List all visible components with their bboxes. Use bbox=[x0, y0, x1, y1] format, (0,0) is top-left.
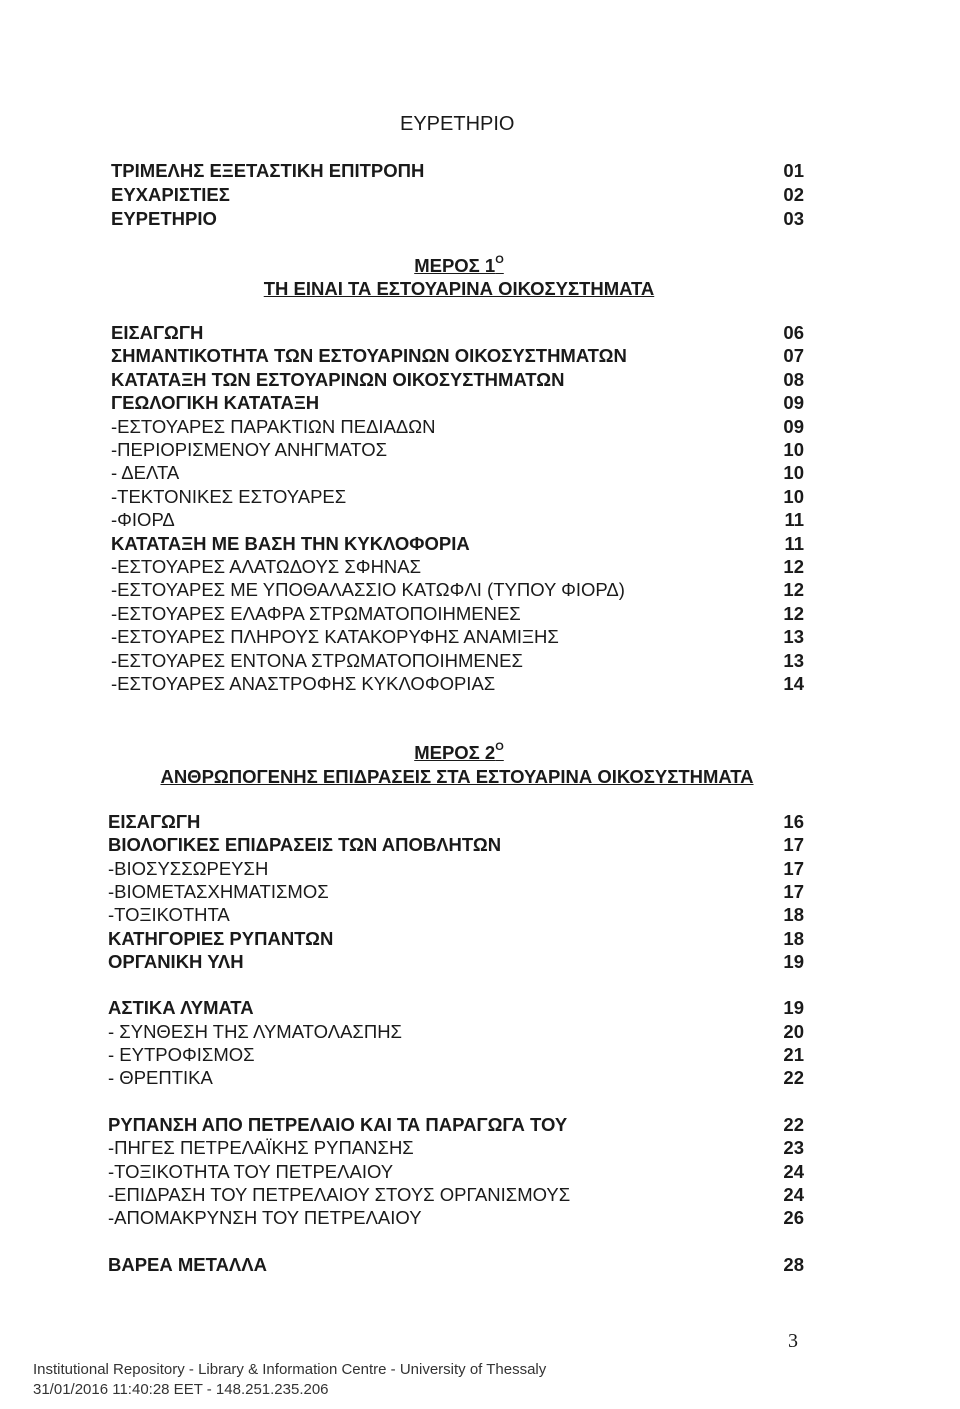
page-number: 3 bbox=[788, 1330, 798, 1352]
toc-entry-label: ΡΥΠΑΝΣΗ ΑΠΟ ΠΕΤΡΕΛΑΙΟ ΚΑΙ ΤΑ ΠΑΡΑΓΩΓΑ ΤΟΥ bbox=[108, 1113, 568, 1135]
toc-entry-label: ΕΥΧΑΡΙΣΤΙΕΣ bbox=[111, 184, 230, 205]
toc-entry-page: 22 bbox=[783, 1113, 804, 1135]
page-title: ΕΥΡΕΤΗΡΙΟ bbox=[400, 113, 515, 135]
toc-entry-page: 24 bbox=[783, 1160, 804, 1182]
toc-entry-page: 10 bbox=[783, 439, 804, 460]
toc-entry-label: -ΠΕΡΙΟΡΙΣΜΕΝΟΥ ΑΝΗΓΜΑΤΟΣ bbox=[111, 439, 388, 460]
toc-entry-label: ΚΑΤΗΓΟΡΙΕΣ ΡΥΠΑΝΤΩΝ bbox=[108, 927, 334, 949]
toc-part1 bbox=[111, 322, 804, 702]
toc-entry-page: 06 bbox=[783, 322, 804, 343]
toc-entry-page: 23 bbox=[783, 1137, 804, 1159]
toc-entry-page: 17 bbox=[783, 834, 804, 856]
toc-entry-label: -ΕΣΤΟΥΑΡΕΣ ΑΛΑΤΩΔΟΥΣ ΣΦΗΝΑΣ bbox=[111, 556, 422, 577]
toc-entry-label: - ΕΥΤΡΟΦΙΣΜΟΣ bbox=[108, 1044, 255, 1065]
part2-subtitle: ΑΝΘΡΩΠΟΓΕΝΗΣ ΕΠΙΔΡΑΣΕΙΣ ΣΤΑ ΕΣΤΟΥΑΡΙΝΑ ΟΙΚΟΣΥΣΤΗΜΑΤΑ bbox=[160, 766, 754, 787]
part2-heading bbox=[0, 741, 918, 764]
toc-entry-label: -ΦΙΟΡΔ bbox=[111, 509, 175, 531]
part1-heading-text: ΜΕΡΟΣ 1 bbox=[414, 255, 496, 276]
toc-front bbox=[111, 160, 804, 240]
toc-entry-page: 10 bbox=[783, 485, 804, 507]
toc-entry-label: -ΤΕΚΤΟΝΙΚΕΣ ΕΣΤΟΥΑΡΕΣ bbox=[111, 485, 347, 507]
toc-entry-label: ΑΣΤΙΚΑ ΛΥΜΑΤΑ bbox=[108, 997, 254, 1019]
toc-entry-page: 19 bbox=[783, 950, 804, 972]
toc-entry-label: ΓΕΩΛΟΓΙΚΗ ΚΑΤΑΤΑΞΗ bbox=[111, 392, 320, 414]
toc-entry-page: 12 bbox=[783, 579, 804, 601]
toc-entry-page: 18 bbox=[783, 927, 804, 949]
toc-entry-label: ΟΡΓΑΝΙΚΗ ΥΛΗ bbox=[108, 950, 244, 972]
toc-entry-page: 10 bbox=[783, 462, 804, 484]
toc-entry-label: ΕΙΣΑΓΩΓΗ bbox=[111, 322, 204, 343]
toc-entry-label: -ΕΠΙΔΡΑΣΗ ΤΟΥ ΠΕΤΡΕΛΑΙΟΥ ΣΤΟΥΣ ΟΡΓΑΝΙΣΜΟΥΣ bbox=[108, 1183, 571, 1205]
toc-entry-page: 07 bbox=[783, 345, 804, 367]
toc-entry-page: 14 bbox=[783, 673, 804, 694]
toc-entry-page: 17 bbox=[783, 857, 804, 879]
toc-entry-label: - ΣΥΝΘΕΣΗ ΤΗΣ ΛΥΜΑΤΟΛΑΣΠΗΣ bbox=[108, 1020, 402, 1042]
toc-part2 bbox=[108, 811, 804, 1281]
toc-entry-page: 08 bbox=[783, 368, 804, 390]
footer-line-timestamp: 31/01/2016 11:40:28 EET - 148.251.235.206 bbox=[33, 1381, 329, 1398]
toc-entry-label: -ΕΣΤΟΥΑΡΕΣ ΜΕ ΥΠΟΘΑΛΑΣΣΙΟ ΚΑΤΩΦΛΙ (ΤΥΠΟΥ ΦΙΟΡΔ) bbox=[111, 579, 625, 601]
toc-entry-page: 16 bbox=[783, 811, 804, 832]
toc-entry-label: -ΠΗΓΕΣ ΠΕΤΡΕΛΑΪΚΗΣ ΡΥΠΑΝΣΗΣ bbox=[108, 1137, 414, 1159]
part2-heading-text: ΜΕΡΟΣ 2 bbox=[414, 742, 496, 763]
toc-entry-page: 18 bbox=[783, 904, 804, 926]
toc-entry-label: -ΤΟΞΙΚΟΤΗΤΑ bbox=[108, 904, 230, 926]
toc-entry-label: ΚΑΤΑΤΑΞΗ ΜΕ ΒΑΣΗ ΤΗΝ ΚΥΚΛΟΦΟΡΙΑ bbox=[111, 532, 470, 554]
toc-entry-page: 22 bbox=[783, 1067, 804, 1089]
toc-entry-page: 12 bbox=[783, 556, 804, 577]
toc-entry-page: 11 bbox=[784, 532, 804, 554]
toc-entry-page: 09 bbox=[783, 392, 804, 414]
part1-subtitle: ΤΗ ΕΙΝΑΙ ΤΑ ΕΣΤΟΥΑΡΙΝΑ ΟΙΚΟΣΥΣΤΗΜΑΤΑ bbox=[263, 278, 655, 299]
toc-entry-label: -ΕΣΤΟΥΑΡΕΣ ΠΛΗΡΟΥΣ ΚΑΤΑΚΟΡΥΦΗΣ ΑΝΑΜΙΞΗΣ bbox=[111, 626, 559, 648]
toc-entry-page: 11 bbox=[784, 509, 804, 531]
repository-footer bbox=[33, 1360, 546, 1400]
toc-entry-page: 01 bbox=[783, 160, 804, 181]
part2-heading-sup: Ο bbox=[495, 741, 504, 753]
toc-entry-page: 02 bbox=[783, 184, 804, 205]
toc-entry-page: 20 bbox=[783, 1020, 804, 1042]
toc-entry-label: -ΑΠΟΜΑΚΡΥΝΣΗ ΤΟΥ ΠΕΤΡΕΛΑΙΟΥ bbox=[108, 1207, 422, 1229]
toc-entry-label: ΒΙΟΛΟΓΙΚΕΣ ΕΠΙΔΡΑΣΕΙΣ ΤΩΝ ΑΠΟΒΛΗΤΩΝ bbox=[108, 834, 502, 856]
toc-entry-label: - ΔΕΛΤΑ bbox=[111, 462, 180, 484]
toc-entry-label: ΒΑΡΕΑ ΜΕΤΑΛΛΑ bbox=[108, 1253, 267, 1275]
part1-heading bbox=[0, 254, 918, 277]
toc-entry-label: - ΘΡΕΠΤΙΚΑ bbox=[108, 1067, 213, 1089]
toc-entry-label: -ΕΣΤΟΥΑΡΕΣ ΕΛΑΦΡΑ ΣΤΡΩΜΑΤΟΠΟΙΗΜΕΝΕΣ bbox=[111, 602, 521, 624]
toc-entry-label: -ΒΙΟΣΥΣΣΩΡΕΥΣΗ bbox=[108, 857, 269, 879]
toc-entry-page: 09 bbox=[783, 415, 804, 437]
toc-entry-label: -ΕΣΤΟΥΑΡΕΣ ΑΝΑΣΤΡΟΦΗΣ ΚΥΚΛΟΦΟΡΙΑΣ bbox=[111, 673, 496, 694]
part1-heading-sup: Ο bbox=[495, 254, 504, 266]
toc-entry-page: 21 bbox=[783, 1044, 804, 1065]
toc-entry-label: -ΕΣΤΟΥΑΡΕΣ ΠΑΡΑΚΤΙΩΝ ΠΕΔΙΑΔΩΝ bbox=[111, 415, 436, 437]
toc-entry-label: -ΤΟΞΙΚΟΤΗΤΑ ΤΟΥ ΠΕΤΡΕΛΑΙΟΥ bbox=[108, 1160, 394, 1182]
toc-entry-page: 24 bbox=[783, 1183, 804, 1205]
toc-entry-page: 13 bbox=[783, 626, 804, 648]
toc-entry-label: ΕΥΡΕΤΗΡΙΟ bbox=[111, 208, 217, 229]
toc-entry-page: 26 bbox=[783, 1207, 804, 1229]
toc-entry-page: 19 bbox=[783, 997, 804, 1019]
toc-entry-label: ΕΙΣΑΓΩΓΗ bbox=[108, 811, 201, 832]
footer-line-repository: Institutional Repository - Library & Information Centre - University of Thessaly bbox=[33, 1361, 547, 1378]
toc-entry-label: ΚΑΤΑΤΑΞΗ ΤΩΝ ΕΣΤΟΥΑΡΙΝΩΝ ΟΙΚΟΣΥΣΤΗΜΑΤΩΝ bbox=[111, 368, 565, 390]
toc-entry-page: 12 bbox=[783, 602, 804, 624]
toc-entry-page: 13 bbox=[783, 649, 804, 671]
toc-entry-label: -ΒΙΟΜΕΤΑΣΧΗΜΑΤΙΣΜΟΣ bbox=[108, 880, 329, 902]
toc-entry-label: -ΕΣΤΟΥΑΡΕΣ ΕΝΤΟΝΑ ΣΤΡΩΜΑΤΟΠΟΙΗΜΕΝΕΣ bbox=[111, 649, 523, 671]
toc-entry-page: 28 bbox=[783, 1253, 804, 1275]
toc-entry-page: 03 bbox=[783, 208, 804, 229]
toc-entry-page: 17 bbox=[783, 880, 804, 902]
toc-entry-label: ΤΡΙΜΕΛΗΣ ΕΞΕΤΑΣΤΙΚΗ ΕΠΙΤΡΟΠΗ bbox=[111, 160, 425, 181]
toc-entry-label: ΣΗΜΑΝΤΙΚΟΤΗΤΑ ΤΩΝ ΕΣΤΟΥΑΡΙΝΩΝ ΟΙΚΟΣΥΣΤΗΜΑΤΩΝ bbox=[111, 345, 627, 367]
